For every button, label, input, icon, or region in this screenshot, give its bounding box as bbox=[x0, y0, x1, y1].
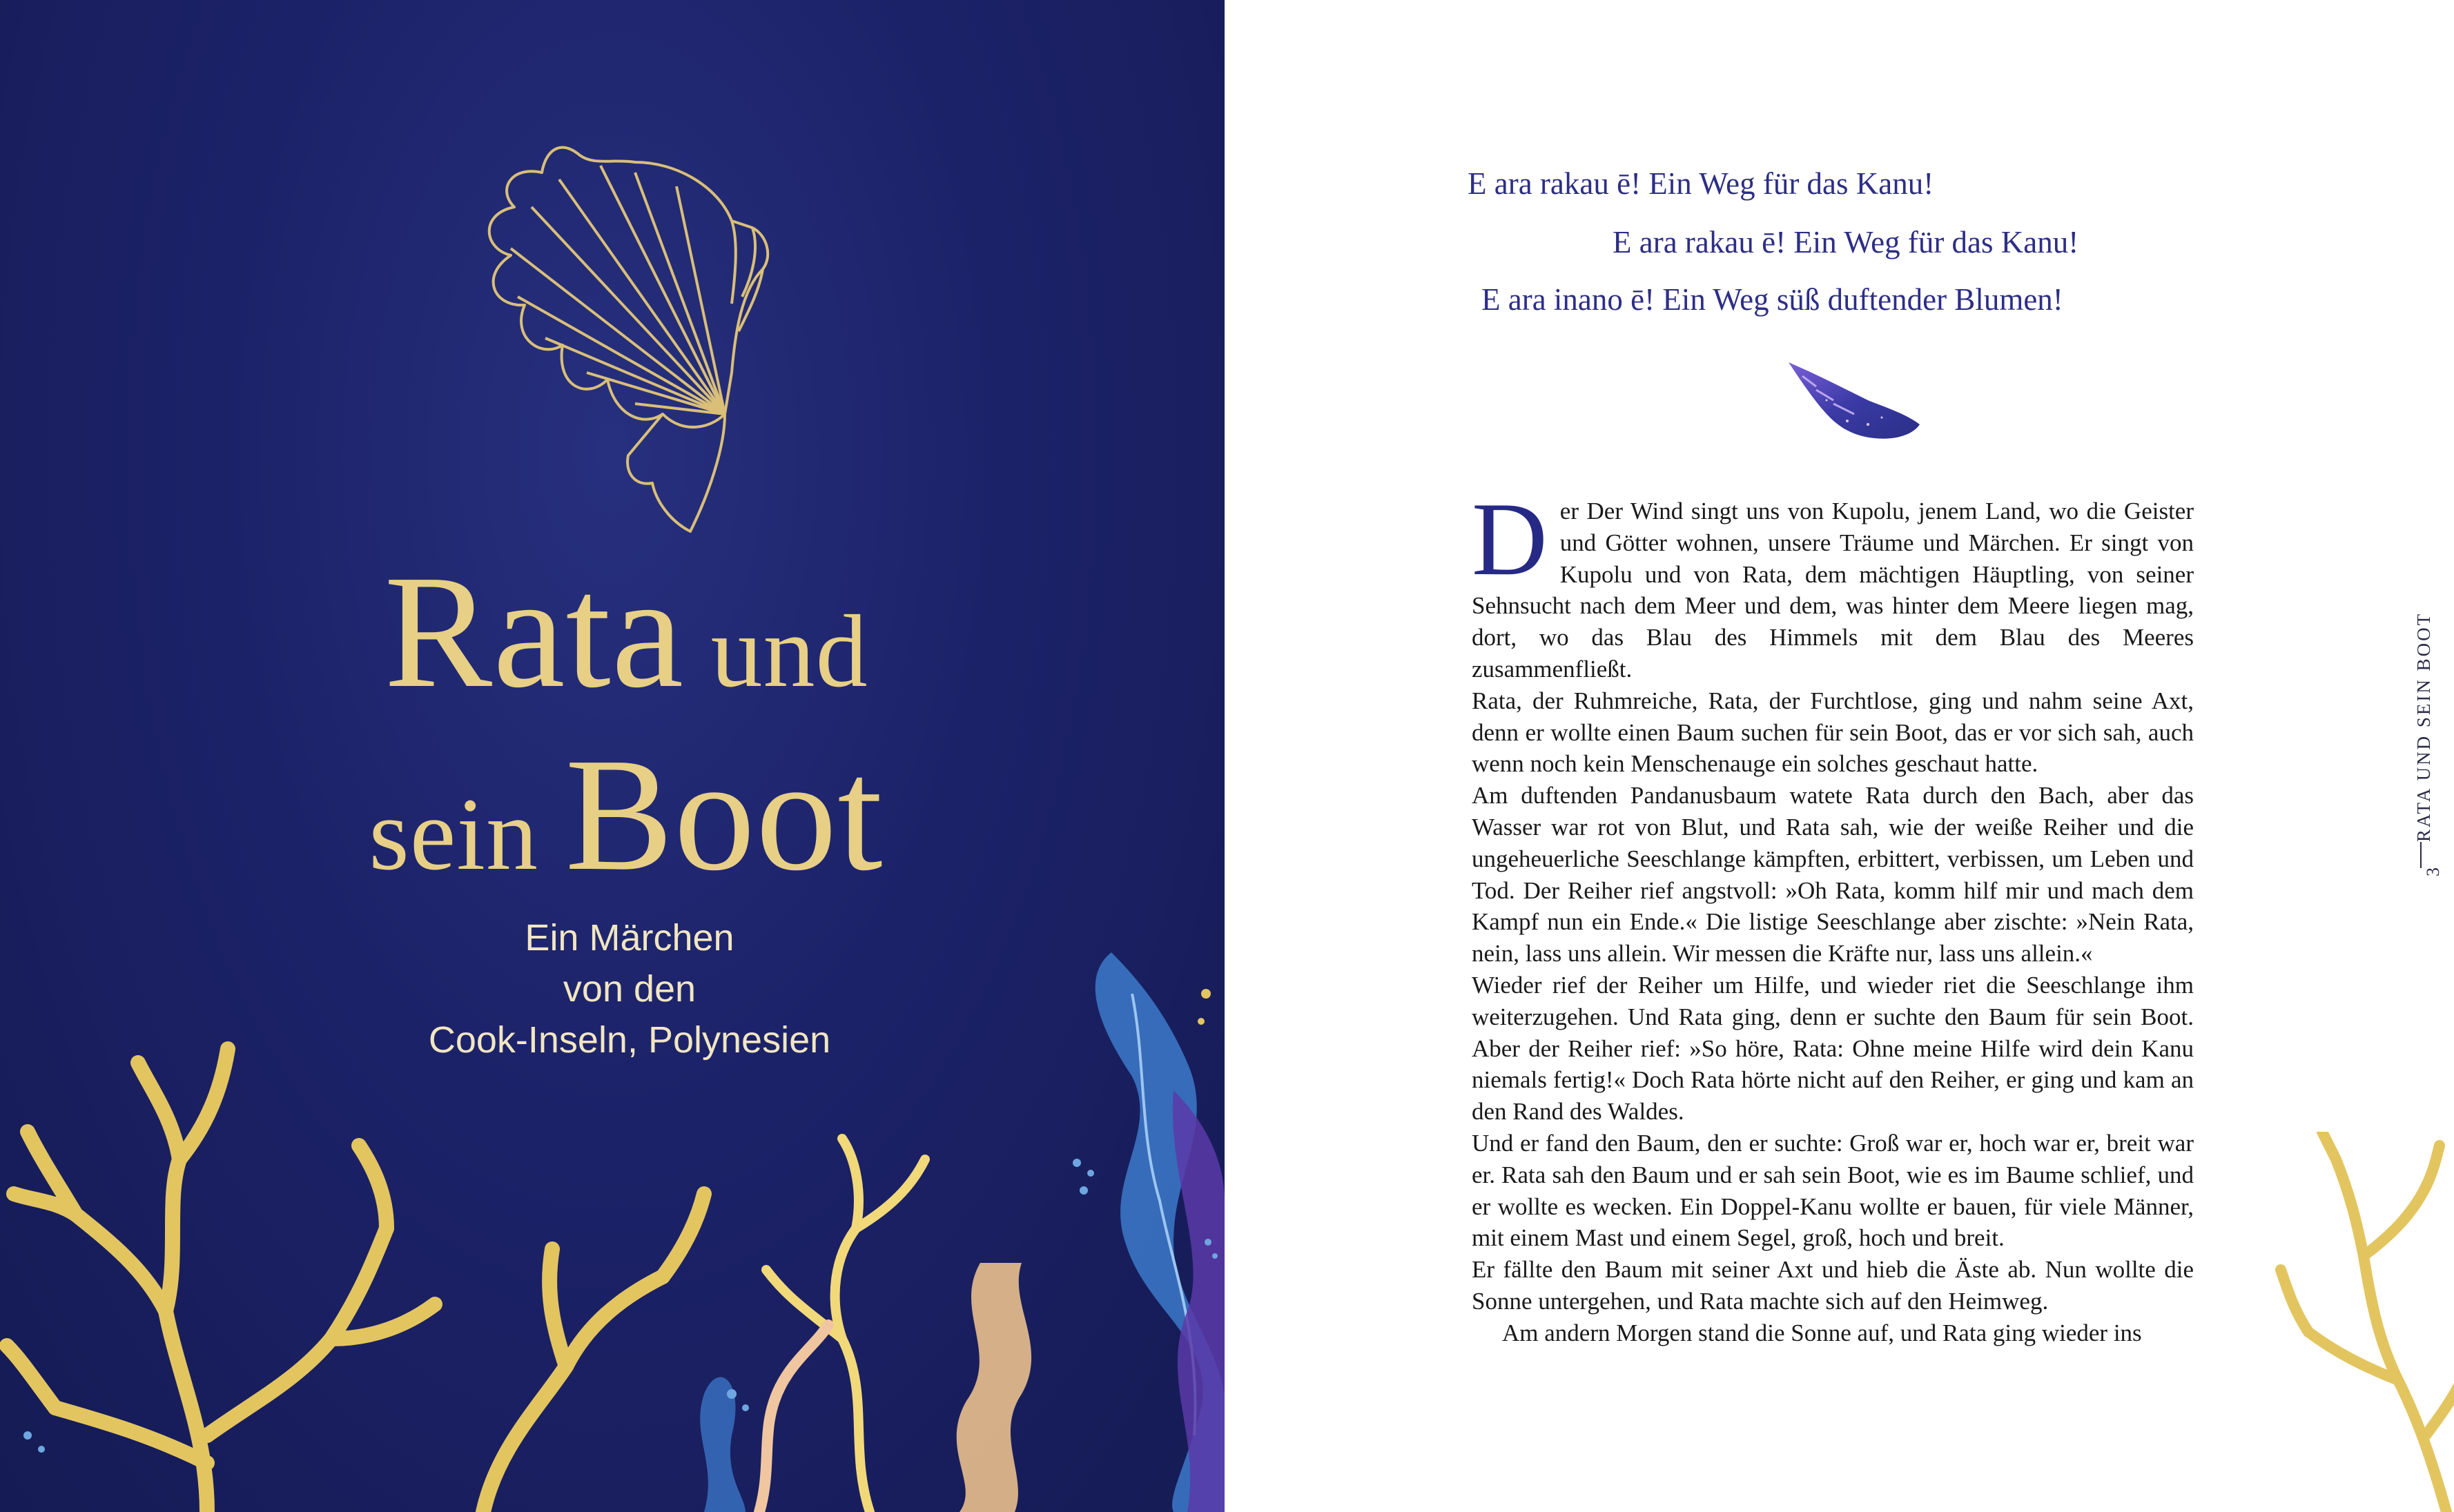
story-paragraph: Am andern Morgen stand die Sonne auf, und Rata ging wieder ins bbox=[1502, 1319, 2142, 1346]
story-paragraph: Am duftenden Pandanusbaum watete Rata durch den Bach, aber das Wasser war rot von Blut, und Rata sah, wie der weiße Reiher und die ungeheuerliche Seeschlange kämpften, erbittert, verbissen, um Leben und Tod. Der Reiher rief angstvoll: »Oh Rata, komm hilf mir und mach dem Kampf nun ein Ende.« Die listige Seeschlange aber zischte: »Nein Rata, nein, lass uns allein. Wir messen die Kräfte nur, lass uns allein.« bbox=[1472, 782, 2194, 968]
seaweed-illustration bbox=[0, 952, 1225, 1512]
scallop-shell-icon bbox=[428, 124, 787, 538]
right-page-text bbox=[1225, 0, 2454, 1512]
subtitle-line-1: Ein Märchen bbox=[525, 917, 734, 959]
book-title-line-1 bbox=[0, 538, 1225, 725]
subtitle-line-2: von den bbox=[563, 968, 697, 1010]
subtitle-line-3: Cook-Inseln, Polynesien bbox=[428, 1019, 831, 1061]
story-paragraph: Er fällte den Baum mit seiner Axt und hieb die Äste ab. Nun wollte die Sonne untergehen, und Rata machte sich auf den Heimweg. bbox=[1472, 1256, 2194, 1315]
chant-line-3: E ara inano ē! Ein Weg süß duftender Blumen! bbox=[1481, 282, 2063, 317]
running-head-title: RATA UND SEIN BOOT bbox=[2413, 611, 2434, 842]
story-paragraph: Und er fand den Baum, den er suchte: Groß war er, hoch war er, breit war er. Rata sah den Baum und er sah sein Boot, wie es im Baume schlief, und er wollte es wecken. Ein Doppel-Kanu wollte er bauen, für viele Männer, mit einem Mast und einem Segel, groß, hoch und breit. bbox=[1472, 1129, 2194, 1252]
drop-cap: D bbox=[1472, 481, 1548, 597]
story-paragraph: Wieder rief der Reiher um Hilfe, und wieder riet die Seeschlange ihm weiterzugehen. Und Rata ging, denn er suchte den Baum für sein Boot. Aber der Reiher rief: »So höre, Rata: Ohne meine Hilfe wird dein Kanu niemals fertig!« Doch Rata hörte nicht auf den Reiher, er ging und kam an den Rand des Waldes. bbox=[1472, 971, 2194, 1126]
book-title-line-2 bbox=[0, 721, 1225, 907]
chant-line-1: E ara rakau ē! Ein Weg für das Kanu! bbox=[1468, 166, 1934, 201]
running-head-divider bbox=[2420, 842, 2422, 868]
page-number: 3 bbox=[2423, 867, 2443, 876]
chant-line-2: E ara rakau ē! Ein Weg für das Kanu! bbox=[1613, 225, 2079, 259]
title-word-und: und bbox=[684, 594, 868, 709]
title-word-sein: sein bbox=[369, 777, 565, 892]
title-word-rata: Rata bbox=[384, 542, 685, 721]
left-page-cover bbox=[0, 0, 1225, 1512]
story-paragraph: Rata, der Ruhmreiche, Rata, der Furchtlose, ging und nahm seine Axt, denn er wollte einen Baum suchen für sein Boot, das er vor sich sah, auch wenn noch kein Menschenauge ein solches geschaut hatte. bbox=[1472, 687, 2194, 778]
coral-illustration bbox=[2260, 1132, 2454, 1512]
story-body bbox=[1472, 481, 2194, 1349]
running-head bbox=[2412, 611, 2453, 904]
conch-shell-icon bbox=[1785, 359, 1923, 449]
title-word-boot: Boot bbox=[565, 725, 884, 904]
story-paragraph: er Der Wind singt uns von Kupolu, jenem Land, wo die Geister und Götter wohnen, unsere Träume und Märchen. Er singt von Kupolu und von Rata, dem mächtigen Häuptling, von seiner Sehnsucht nach dem Meer und dem, was hinter dem Meere liegen mag, dort, wo das Blau des Himmels mit dem Blau des Meeres zusammenfließt. bbox=[1472, 498, 2194, 683]
